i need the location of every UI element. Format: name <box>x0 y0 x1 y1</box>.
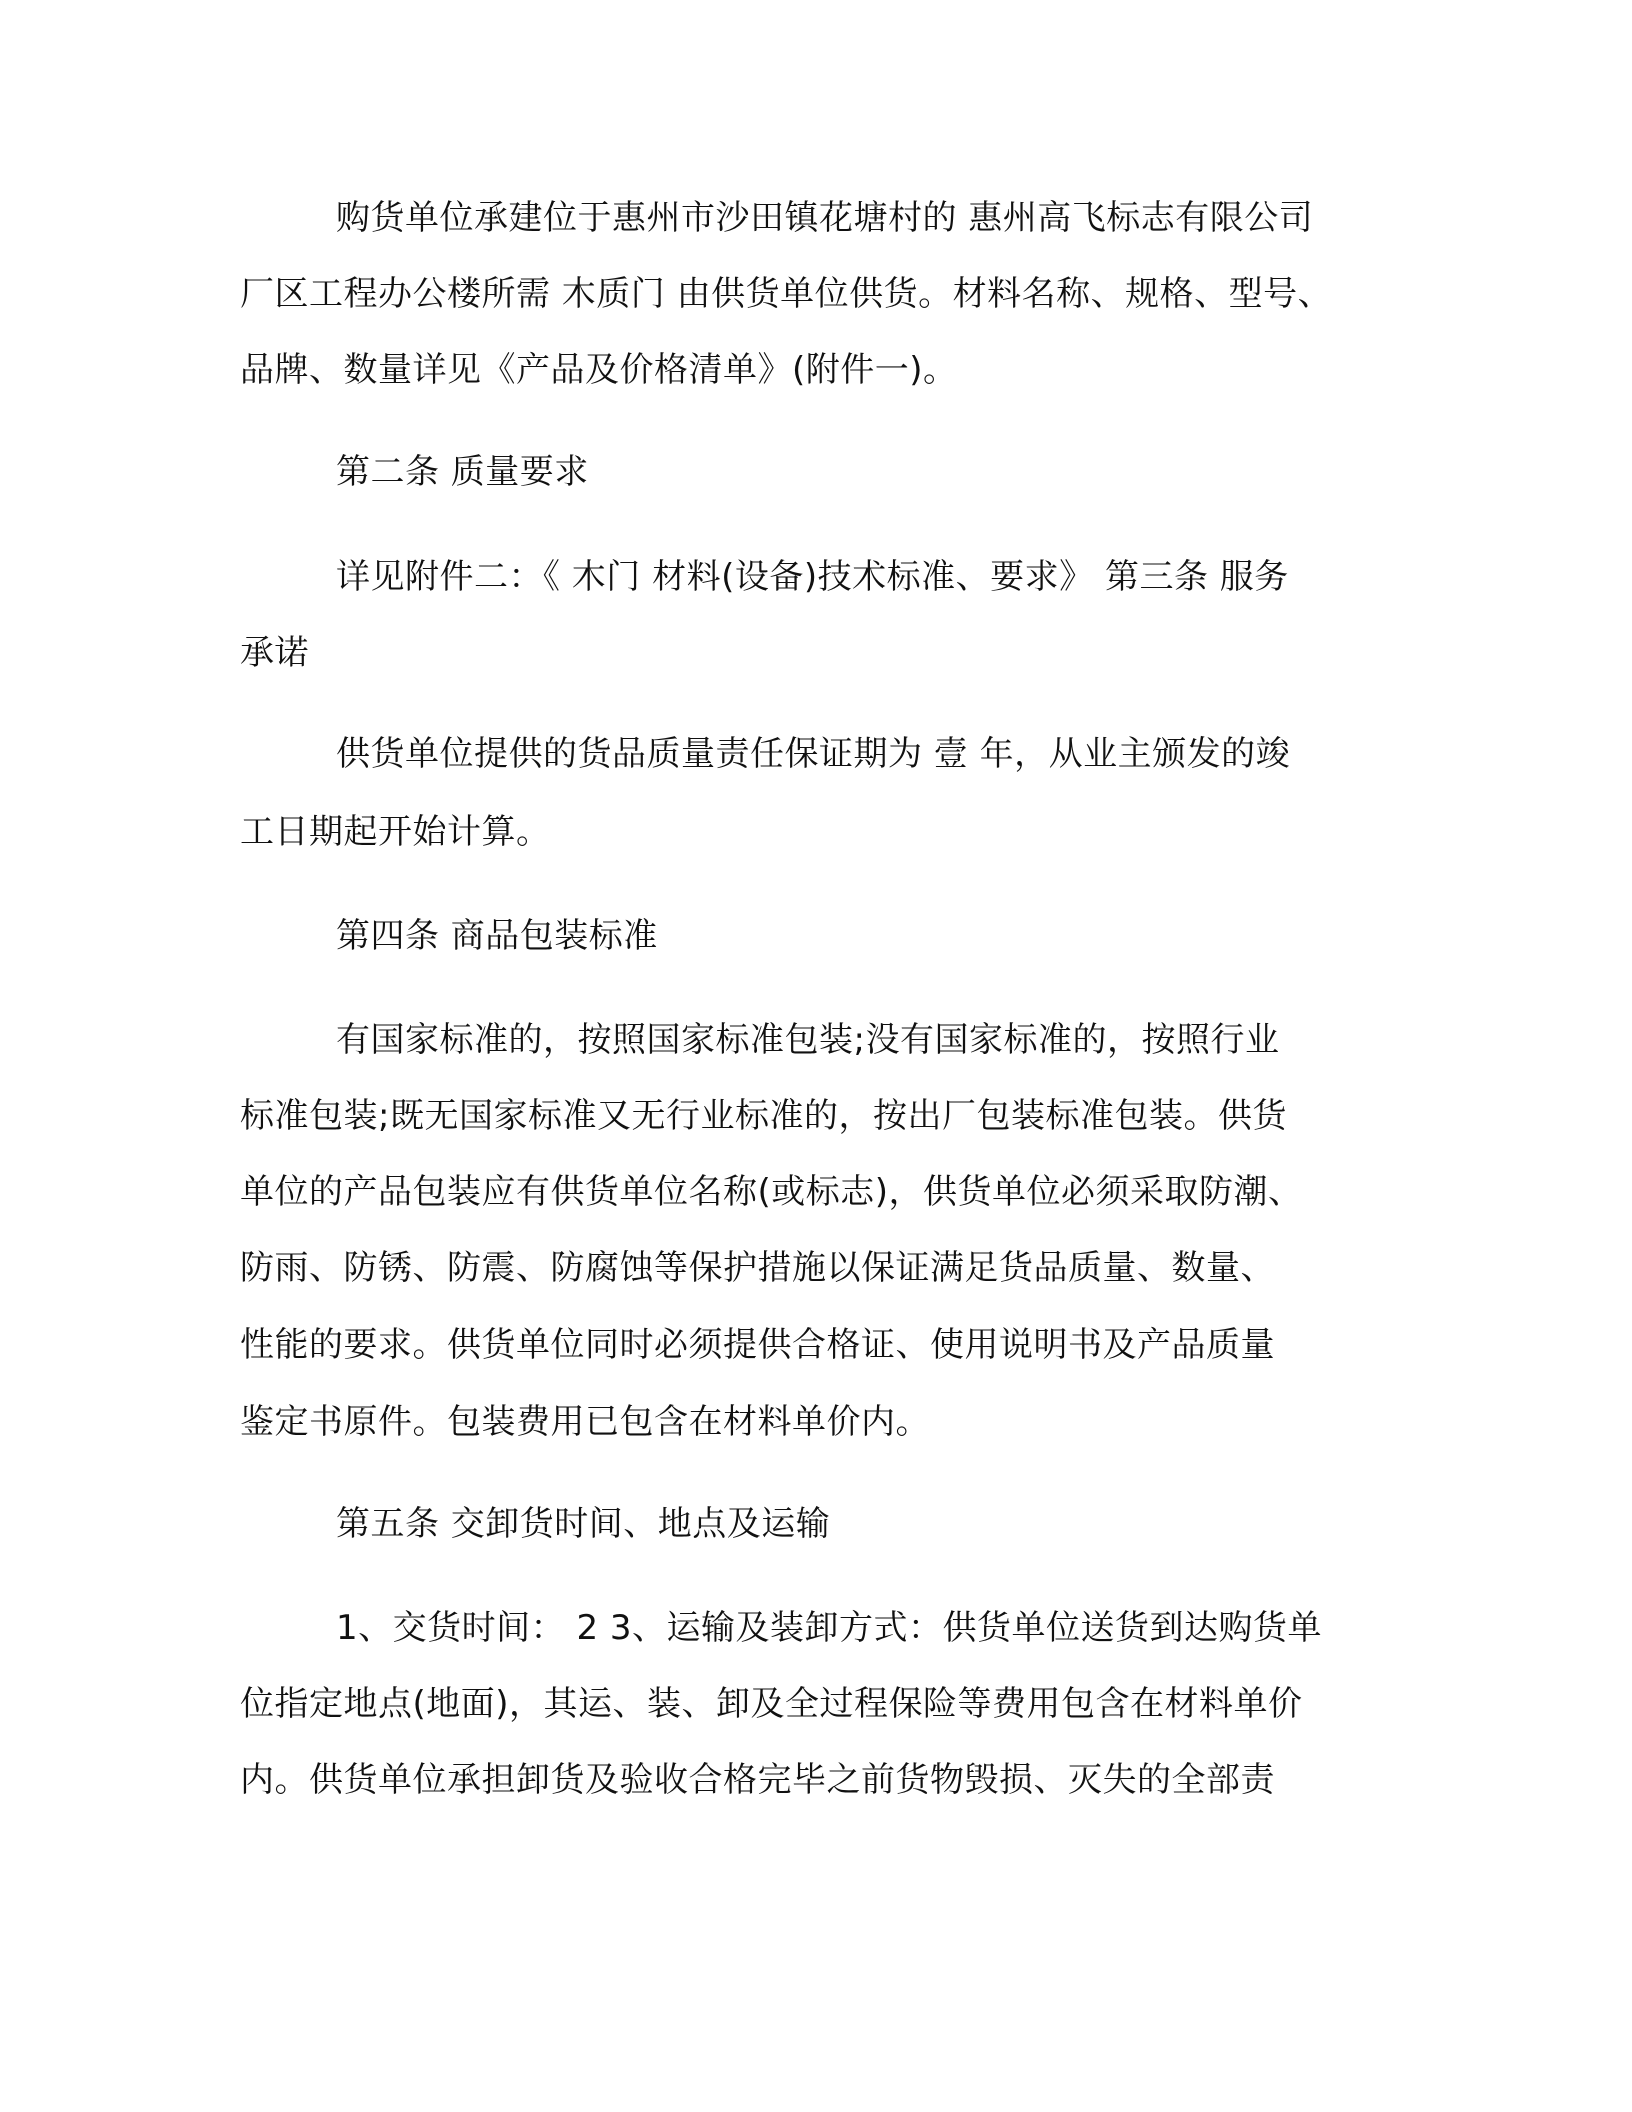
text-line: 品牌、数量详见《产品及价格清单》(附件一)。 <box>240 350 958 390</box>
section-heading: 第四条 商品包装标准 <box>336 916 658 956</box>
text-line: 内。供货单位承担卸货及验收合格完毕之前货物毁损、灭失的全部责 <box>240 1760 1275 1800</box>
text-line: 购货单位承建位于惠州市沙田镇花塘村的 惠州高飞标志有限公司 <box>336 198 1314 238</box>
text-line: 性能的要求。供货单位同时必须提供合格证、使用说明书及产品质量 <box>240 1325 1275 1365</box>
text-line: 供货单位提供的货品质量责任保证期为 壹 年，从业主颁发的竣 <box>336 734 1291 774</box>
text-line: 单位的产品包装应有供货单位名称(或标志)，供货单位必须采取防潮、 <box>240 1172 1303 1212</box>
section-heading: 第五条 交卸货时间、地点及运输 <box>336 1504 831 1544</box>
text-line: 详见附件二：《 木门 材料(设备)技术标准、要求》 第三条 服务 <box>336 557 1289 597</box>
text-line: 承诺 <box>240 633 309 673</box>
text-line: 位指定地点(地面)，其运、装、卸及全过程保险等费用包含在材料单价 <box>240 1684 1303 1724</box>
text-line: 鉴定书原件。包装费用已包含在材料单价内。 <box>240 1402 930 1442</box>
text-line: 标准包装;既无国家标准又无行业标准的，按出厂包装标准包装。供货 <box>240 1096 1287 1136</box>
text-line: 厂区工程办公楼所需 木质门 由供货单位供货。材料名称、规格、型号、 <box>240 274 1333 314</box>
text-line: 有国家标准的，按照国家标准包装;没有国家标准的，按照行业 <box>336 1020 1280 1060</box>
text-line: 1、交货时间： 2 3、运输及装卸方式：供货单位送货到达购货单 <box>336 1608 1323 1648</box>
text-line: 工日期起开始计算。 <box>240 812 551 852</box>
text-line: 防雨、防锈、防震、防腐蚀等保护措施以保证满足货品质量、数量、 <box>240 1248 1275 1288</box>
section-heading: 第二条 质量要求 <box>336 452 589 492</box>
